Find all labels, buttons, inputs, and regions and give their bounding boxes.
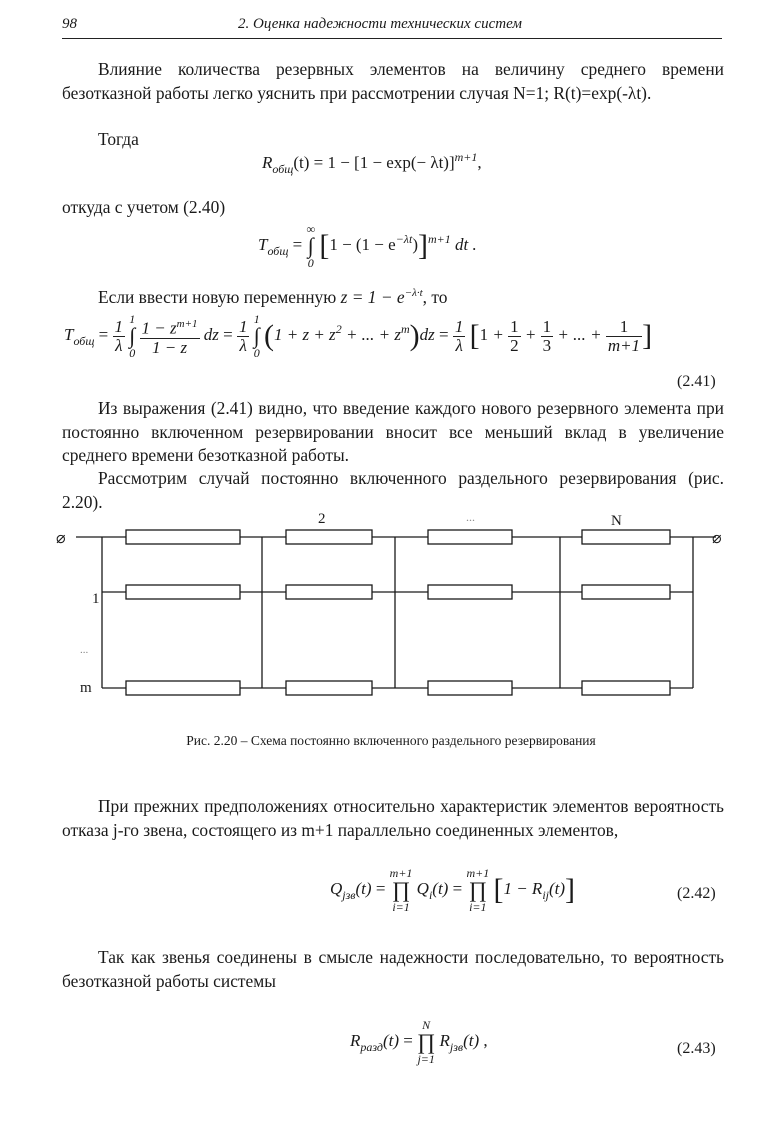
equation-number-2-42: (2.42) — [677, 885, 716, 902]
equation-number-2-41: (2.41) — [677, 373, 716, 390]
row-label-m: m — [80, 680, 92, 696]
equation-t-obsh: $T_{общ}$ = ∞ ∫ 0 $[1 - (1 - e^{-\lambda t})]^{m+1}$ dt . — [258, 222, 477, 270]
terminal-right-label: ⌀ — [712, 530, 722, 547]
redundancy-diagram — [0, 505, 782, 715]
equation-2-43: $R_{разд}(t)$ = N ∏ j=1 $R_{jзв}(t)$ , — [350, 1018, 488, 1066]
element-box — [428, 585, 512, 599]
element-box — [428, 681, 512, 695]
paragraph-series-links: Так как звенья соединены в смысле надежности последовательно, то вероятность безотказной работы системы — [62, 947, 724, 991]
element-box — [286, 530, 372, 544]
paragraph-new-variable: Если ввести новую переменную $z = 1 - e^{-\lambda\cdot t}$, то — [98, 286, 448, 307]
equation-2-41: $T_{общ}$ = $\frac{1}{\lambda}$ 1 ∫ 0 $\frac{1 - z^{m+1}}{1 - z}$ dz = $\frac{1}{\lambda}$ 1 ∫ 0 ($1 + z + z^2$ + ... + $z^m)dz$ = $\frac{1}{\lambda}$ [1 + $\frac{1}{2}$ + $\frac{1}{3}$ + ... + $\frac{1}{m+1}$ ] — [64, 312, 653, 360]
paragraph-intro: Влияние количества резервных элементов на величину среднего времени безотказной работы легко уяснить при рассмотрении случая N=1; R(t)=exp(-λt). — [62, 59, 724, 103]
paragraph-conclusion: Из выражения (2.41) видно, что введение каждого нового резервного элемента при постоянно включенном резервировании вносит все меньший вклад в увеличение среднего времени безотказной работы. — [62, 398, 724, 466]
column-label-2: 2 — [318, 511, 326, 527]
figure-caption: Рис. 2.20 – Схема постоянно включенного раздельного резервирования — [186, 733, 596, 748]
element-box — [428, 530, 512, 544]
equation-2-42: $Q_{jзв}(t)$ = m+1 ∏ i=1 $Q_i(t)$ = m+1 ∏ i=1 $[1 - R_{ij}(t)]$ — [330, 866, 576, 914]
element-box — [582, 530, 670, 544]
row-label-1: 1 — [92, 591, 100, 607]
element-box — [582, 585, 670, 599]
page-header — [62, 16, 722, 39]
equation-r-obsh: $R_{общ}(t) = 1 - [1 - \exp(- \lambda t)]^{m+1}$, — [262, 150, 482, 176]
paragraph-then: Тогда — [98, 129, 139, 149]
element-box — [582, 681, 670, 695]
paragraph-consider: Рассмотрим случай постоянно включенного раздельного резервирования (рис. 2.20). — [62, 468, 724, 512]
paragraph-failure-probability: При прежних предположениях относительно характеристик элементов вероятность отказа j-го звена, состоящего из m+1 параллельно соединенных элементов, — [62, 796, 724, 840]
element-box — [286, 681, 372, 695]
element-box — [126, 681, 240, 695]
terminal-left-label: ⌀ — [56, 530, 66, 547]
column-label-dots: ... — [466, 510, 475, 524]
running-title: 2. Оценка надежности технических систем — [238, 16, 522, 32]
element-box — [286, 585, 372, 599]
row-label-dots: ... — [80, 644, 89, 656]
equation-number-2-43: (2.43) — [677, 1040, 716, 1057]
paragraph-whence: откуда с учетом (2.40) — [62, 197, 226, 217]
page-number: 98 — [62, 16, 77, 32]
column-label-n: N — [611, 513, 622, 529]
element-box — [126, 530, 240, 544]
element-box — [126, 585, 240, 599]
